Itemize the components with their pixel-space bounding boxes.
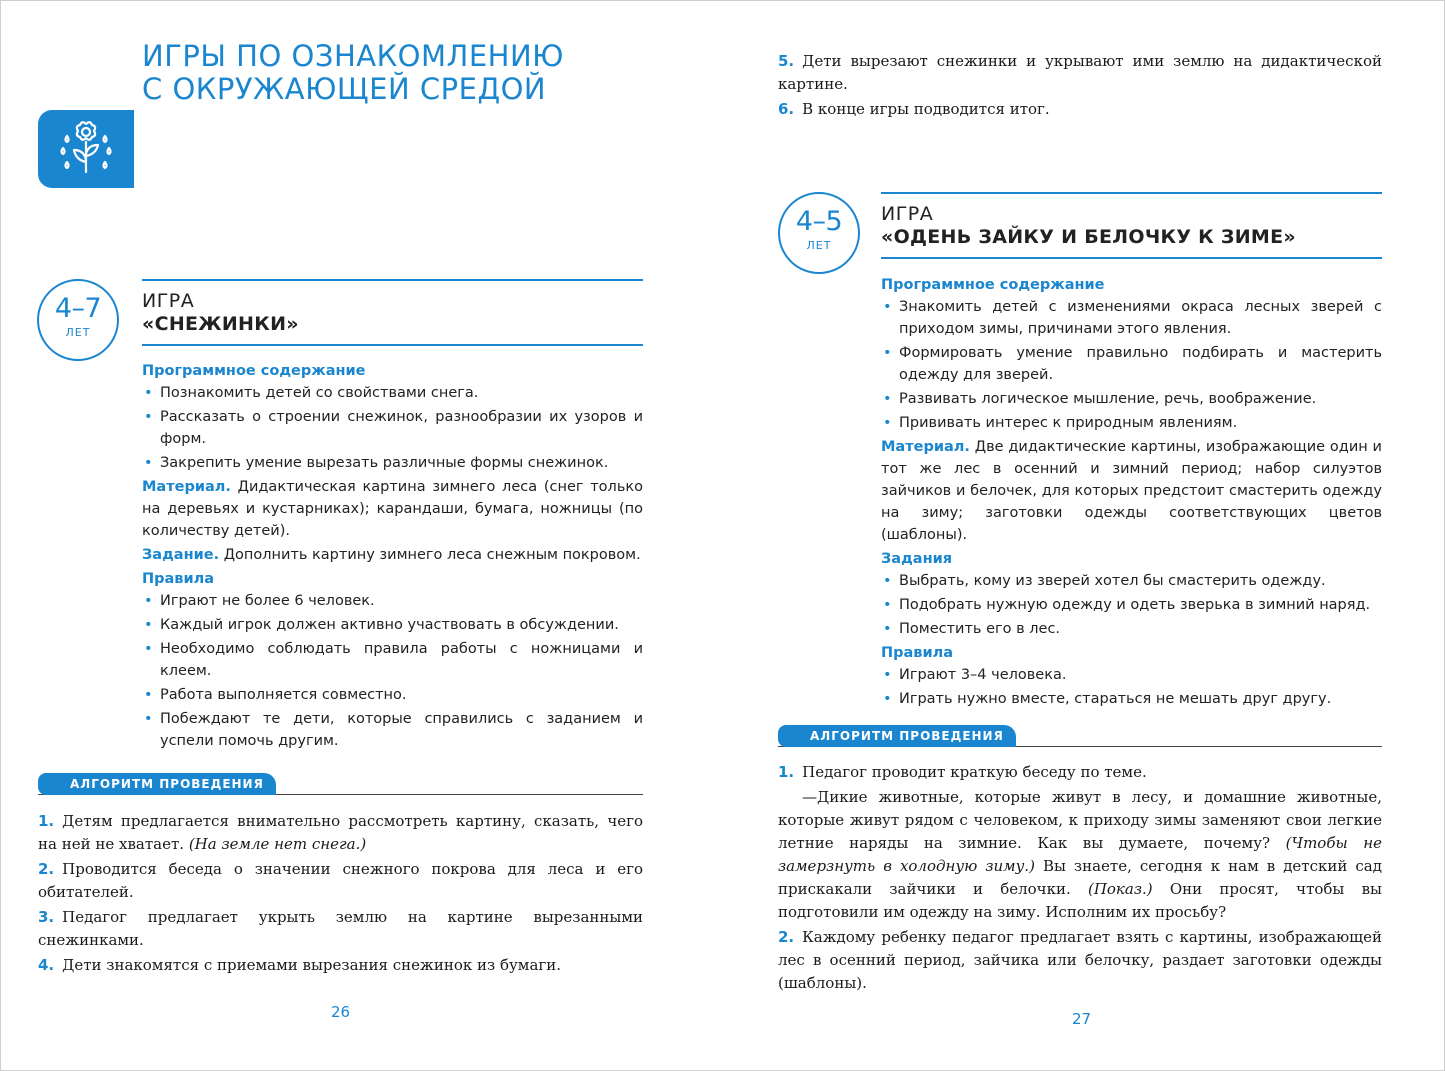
list-item: • Играют 3–4 человека. (881, 664, 1382, 686)
bullet-icon: • (883, 691, 892, 707)
step: 4. Дети знакомятся с приемами вырезания снежинок из бумаги. (38, 956, 562, 974)
step: 2. Каждому ребенку педагог предлагает взять с картины, изображающей лес в осенний период, зайчика или белочку, раздает заготовки одежды (шаблоны). (778, 928, 1382, 992)
game-title: «ОДЕНЬ ЗАЙКУ И БЕЛОЧКУ К ЗИМЕ» (881, 226, 1296, 248)
section-title (142, 40, 564, 106)
list-item: • Выбрать, кому из зверей хотел бы смастерить одежду. (881, 570, 1382, 592)
continued-steps (778, 50, 1382, 123)
algorithm-label: АЛГОРИТМ ПРОВЕДЕНИЯ (38, 773, 276, 795)
bullet-icon: • (144, 455, 153, 471)
age-badge (37, 279, 119, 361)
list-item: • Побеждают те дети, которые справились с заданием и успели помочь другим. (142, 708, 643, 752)
list-item: • Прививать интерес к природным явлениям. (881, 412, 1382, 434)
age-range: 4–5 (795, 206, 843, 237)
game-title: «СНЕЖИНКИ» (142, 313, 299, 335)
age-unit: ЛЕТ (65, 326, 91, 339)
bullet-icon: • (883, 299, 892, 315)
section-title-line2: С ОКРУЖАЮЩЕЙ СРЕДОЙ (142, 72, 547, 106)
list-item: • Формировать умение правильно подбирать и мастерить одежду для зверей. (881, 342, 1382, 386)
age-badge (778, 192, 860, 274)
algorithm-steps (38, 810, 643, 979)
step: 6. В конце игры подводится итог. (778, 100, 1050, 118)
bullet-icon: • (883, 667, 892, 683)
algorithm-steps (778, 761, 1382, 997)
algorithm-bar (778, 725, 1382, 747)
bullet-icon: • (883, 391, 892, 407)
list-item: • Подобрать нужную одежду и одеть зверька в зимний наряд. (881, 594, 1382, 616)
game-kicker: ИГРА (881, 203, 934, 225)
age-range: 4–7 (54, 293, 102, 324)
step: 5. Дети вырезают снежинки и укрывают ими землю на дидактической картине. (778, 52, 1382, 93)
right-page (722, 0, 1445, 1071)
section-title-line1: ИГРЫ ПО ОЗНАКОМЛЕНИЮ (142, 39, 564, 73)
step: 1. Детям предлагается внимательно рассмотреть картину, сказать, чего на ней не хватает. (На земле нет снега.) (38, 812, 643, 853)
bullet-icon: • (144, 687, 153, 703)
task-paragraph: Задание. Дополнить картину зимнего леса снежным покровом. (142, 547, 641, 563)
game-description (881, 274, 1382, 712)
material-paragraph: Материал. Две дидактические картины, изображающие один и тот же лес в осенний и зимний период; набор силуэтов зайчиков и белочек, для которых предстоит смастерить одежду на зиму; заготовки одежды соответствующих цветов (шаблоны). (881, 439, 1382, 543)
page-number: 27 (1072, 1010, 1092, 1028)
section-badge (38, 110, 134, 188)
left-page (0, 0, 722, 1071)
material-paragraph: Материал. Дидактическая картина зимнего леса (снег только на деревьях и кустарниках); карандаши, бумага, ножницы (по количеству детей). (142, 479, 643, 539)
list-item: • Каждый игрок должен активно участвовать в обсуждении. (142, 614, 643, 636)
bullet-icon: • (144, 711, 153, 727)
game-kicker: ИГРА (142, 290, 195, 312)
step: 2. Проводится беседа о значении снежного покрова для леса и его обитателей. (38, 860, 643, 901)
age-unit: ЛЕТ (806, 239, 832, 252)
step: 3. Педагог предлагает укрыть землю на картине вырезанными снежинками. (38, 908, 643, 949)
bullet-icon: • (883, 345, 892, 361)
game-description (142, 360, 643, 754)
bullet-icon: • (144, 617, 153, 633)
program-heading: Программное содержание (142, 363, 366, 379)
game-header (881, 192, 1382, 259)
list-item: • Играть нужно вместе, стараться не мешать друг другу. (881, 688, 1382, 710)
bullet-icon: • (883, 597, 892, 613)
page-number: 26 (331, 1003, 351, 1021)
bullet-icon: • (144, 409, 153, 425)
program-heading: Программное содержание (881, 277, 1105, 293)
list-item: • Рассказать о строении снежинок, разнообразии их узоров и форм. (142, 406, 643, 450)
step: 1. Педагог проводит краткую беседу по теме. (778, 763, 1147, 781)
list-item: • Развивать логическое мышление, речь, воображение. (881, 388, 1382, 410)
bullet-icon: • (883, 621, 892, 637)
list-item: • Необходимо соблюдать правила работы с ножницами и клеем. (142, 638, 643, 682)
flower-icon (55, 118, 117, 180)
list-item: • Поместить его в лес. (881, 618, 1382, 640)
step-dialog: —Дикие животные, которые живут в лесу, и домашние животные, которые живут рядом с человеком, к приходу зимы заменяют свои легкие летние наряды на зимние. Как вы думаете, почему? (Чтобы не замерзнуть в холодную зиму.) Вы знаете, сегодня к нам в детский сад прискакали зайчики и белочки. (Показ.) Они просят, чтобы вы подготовили им одежду на зиму. Исполним их просьбу? (778, 788, 1382, 921)
bullet-icon: • (883, 415, 892, 431)
algorithm-label: АЛГОРИТМ ПРОВЕДЕНИЯ (778, 725, 1016, 747)
game-header (142, 279, 643, 346)
bullet-icon: • (144, 641, 153, 657)
list-item: • Закрепить умение вырезать различные формы снежинок. (142, 452, 643, 474)
bullet-icon: • (883, 573, 892, 589)
list-item: • Играют не более 6 человек. (142, 590, 643, 612)
bullet-icon: • (144, 385, 153, 401)
rules-heading: Правила (881, 645, 954, 661)
bullet-icon: • (144, 593, 153, 609)
rules-heading: Правила (142, 571, 215, 587)
algorithm-bar (38, 773, 643, 795)
list-item: • Знакомить детей с изменениями окраса лесных зверей с приходом зимы, причинами этого явления. (881, 296, 1382, 340)
list-item: • Работа выполняется совместно. (142, 684, 643, 706)
list-item: • Познакомить детей со свойствами снега. (142, 382, 643, 404)
tasks-heading: Задания (881, 551, 953, 567)
